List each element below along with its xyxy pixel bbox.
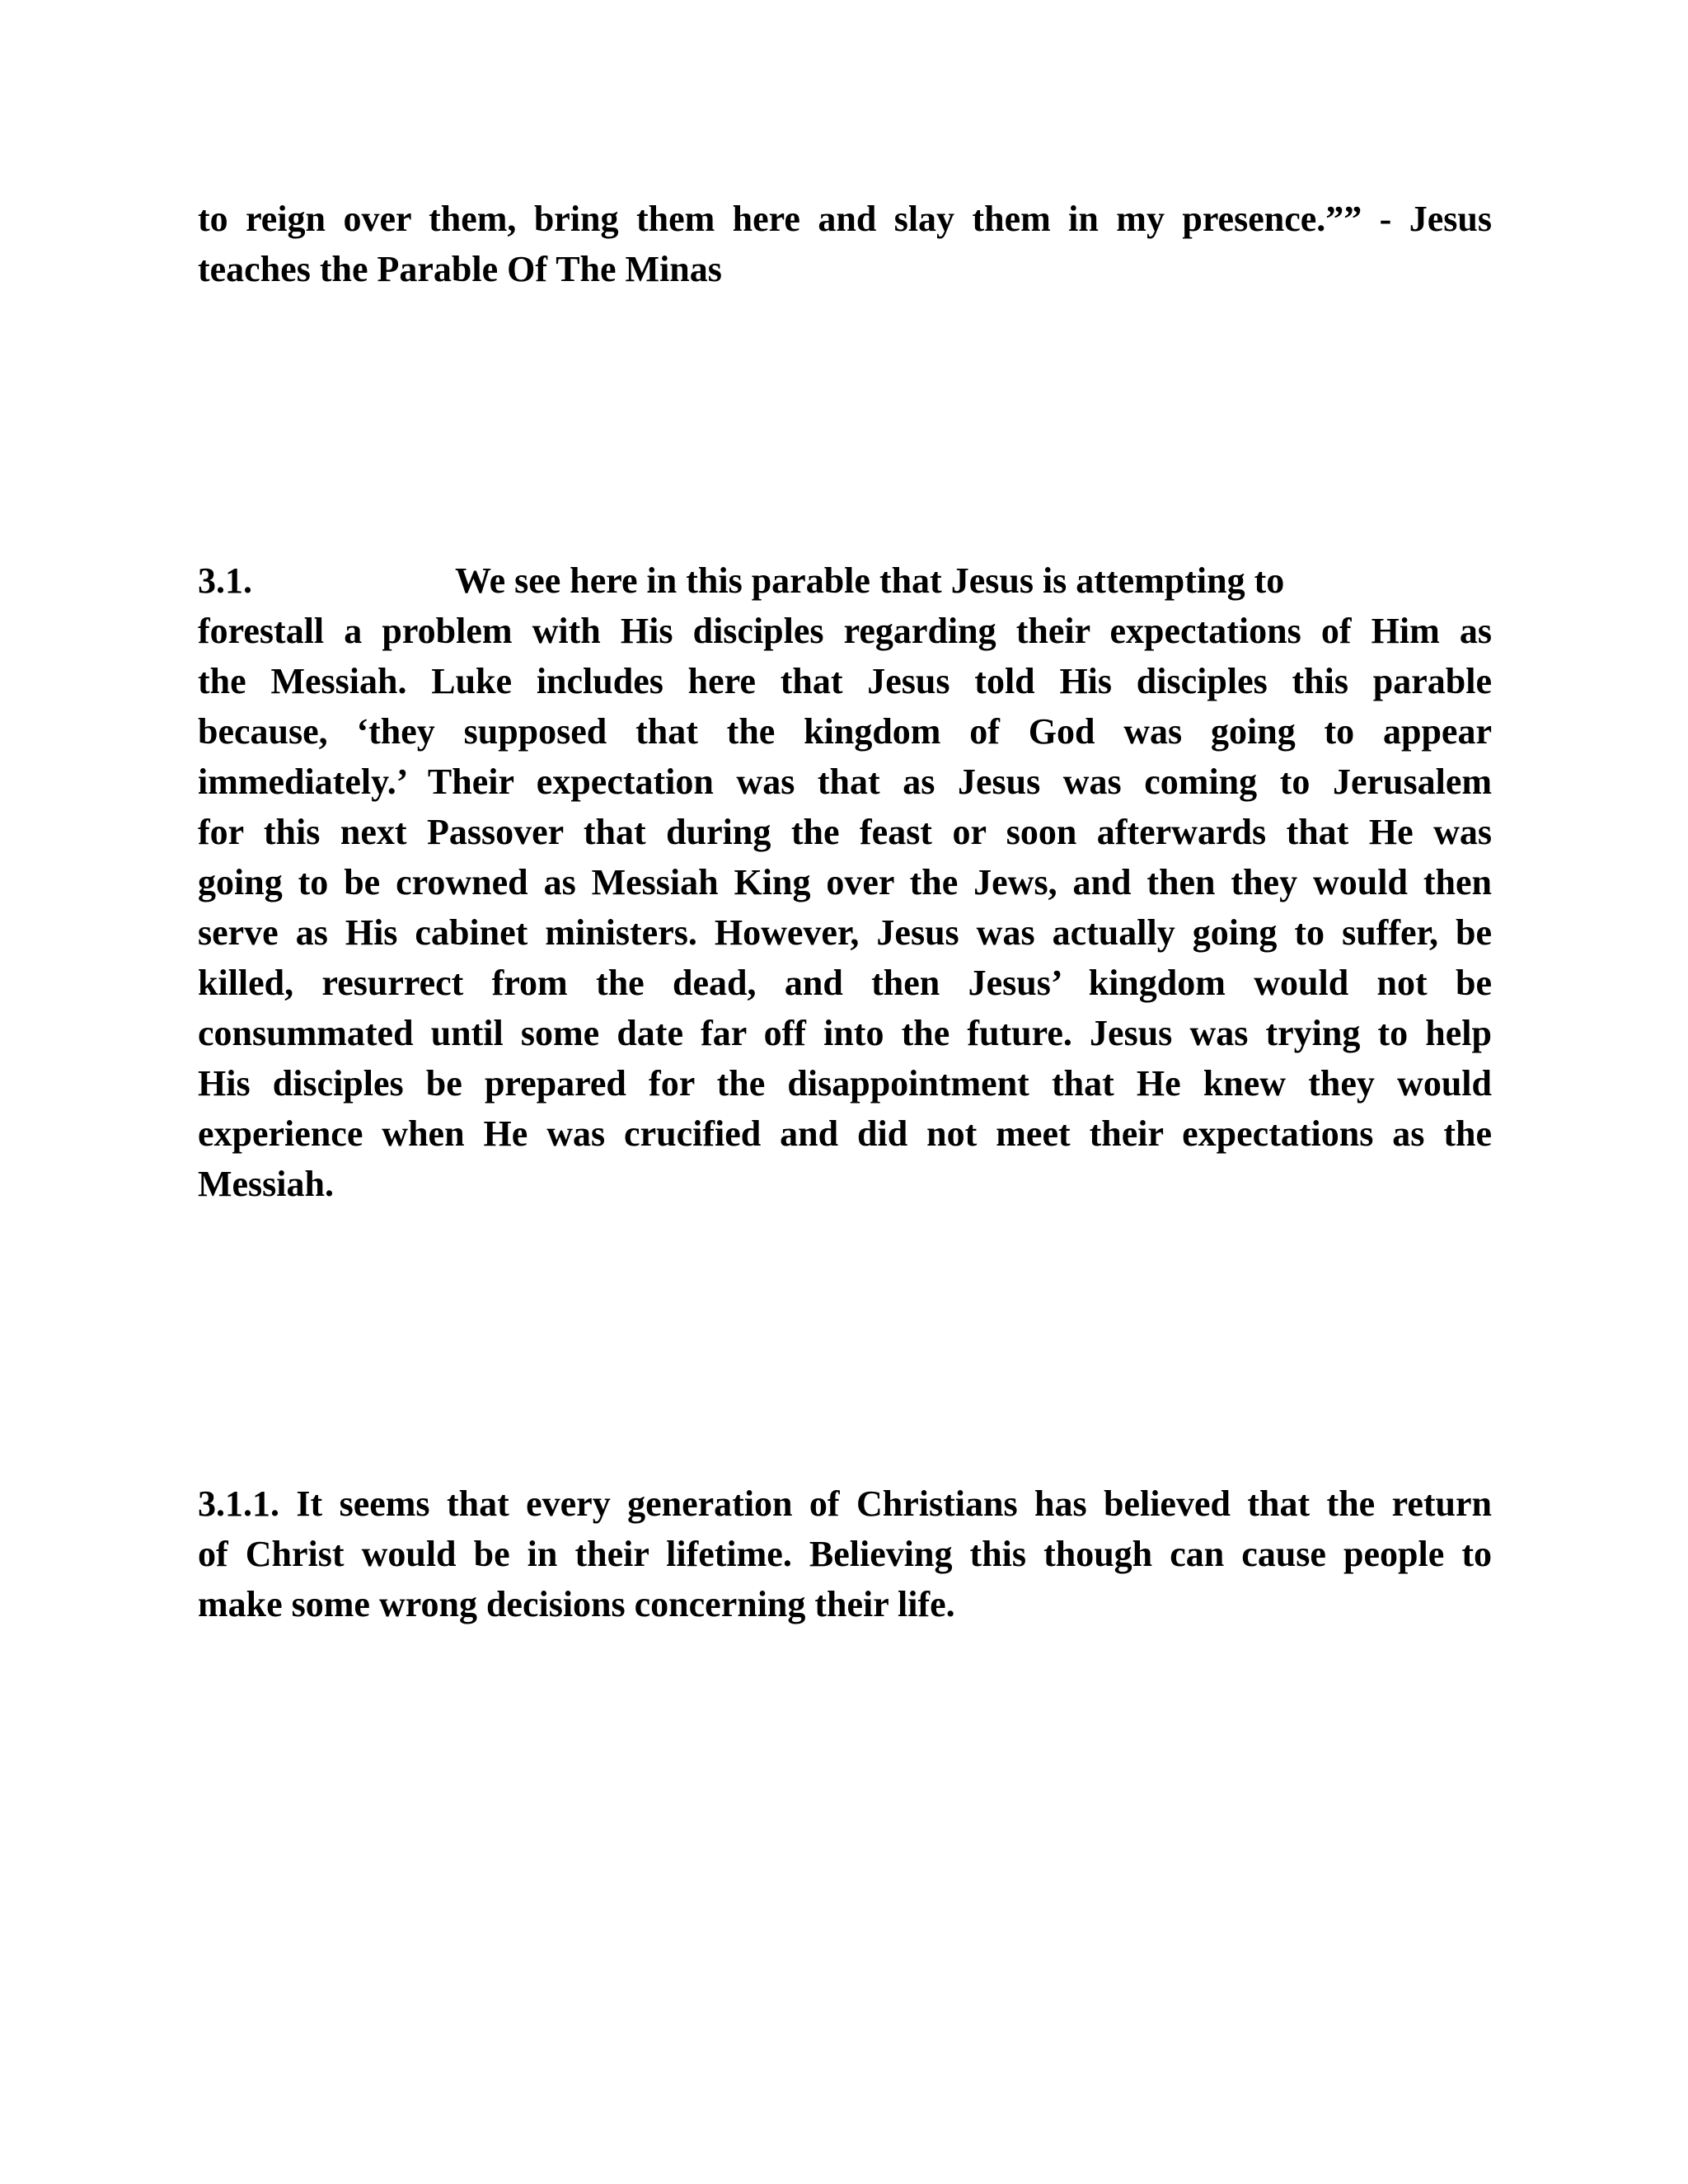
text-line: to reign over them, bring them here and slay them in my presence.”” - Jesus (198, 199, 1492, 239)
text-line: Messiah. (198, 1164, 334, 1204)
text-line: forestall a problem with His disciples regarding their expectations of Him as (198, 611, 1492, 651)
section-number: 3.1.1. (198, 1483, 279, 1524)
paragraph-3-1-1 (198, 1479, 1492, 1629)
text-line: His disciples be prepared for the disappointment that He knew they would (198, 1063, 1492, 1104)
text-line: serve as His cabinet ministers. However, Jesus was actually going to suffer, be (198, 912, 1492, 953)
text-line: immediately.’ Their expectation was that as Jesus was coming to Jerusalem (198, 762, 1492, 802)
text-line: experience when He was crucified and did not meet their expectations as the (198, 1113, 1492, 1154)
section-number: 3.1. (198, 560, 252, 601)
paragraph-continuation (198, 194, 1492, 294)
text-line (198, 555, 1492, 606)
text-line: the Messiah. Luke includes here that Jesus told His disciples this parable (198, 661, 1492, 701)
text-line: teaches the Parable Of The Minas (198, 249, 722, 289)
text-line: killed, resurrect from the dead, and then Jesus’ kingdom would not be (198, 963, 1492, 1003)
text-line (198, 1479, 1492, 1529)
text-line: of Christ would be in their lifetime. Believing this though can cause people to (198, 1534, 1492, 1574)
paragraph-3-1 (198, 555, 1492, 1209)
text-line-first: It seems that every generation of Christians has believed that the return (296, 1483, 1492, 1524)
text-line: going to be crowned as Messiah King over the Jews, and then they would then (198, 862, 1492, 902)
text-line: for this next Passover that during the feast or soon afterwards that He was (198, 812, 1492, 852)
text-line: make some wrong decisions concerning their life. (198, 1584, 955, 1624)
text-line: consummated until some date far off into the future. Jesus was trying to help (198, 1013, 1492, 1053)
text-line-first: We see here in this parable that Jesus is attempting to (455, 560, 1285, 601)
text-line: because, ‘they supposed that the kingdom of God was going to appear (198, 711, 1492, 752)
